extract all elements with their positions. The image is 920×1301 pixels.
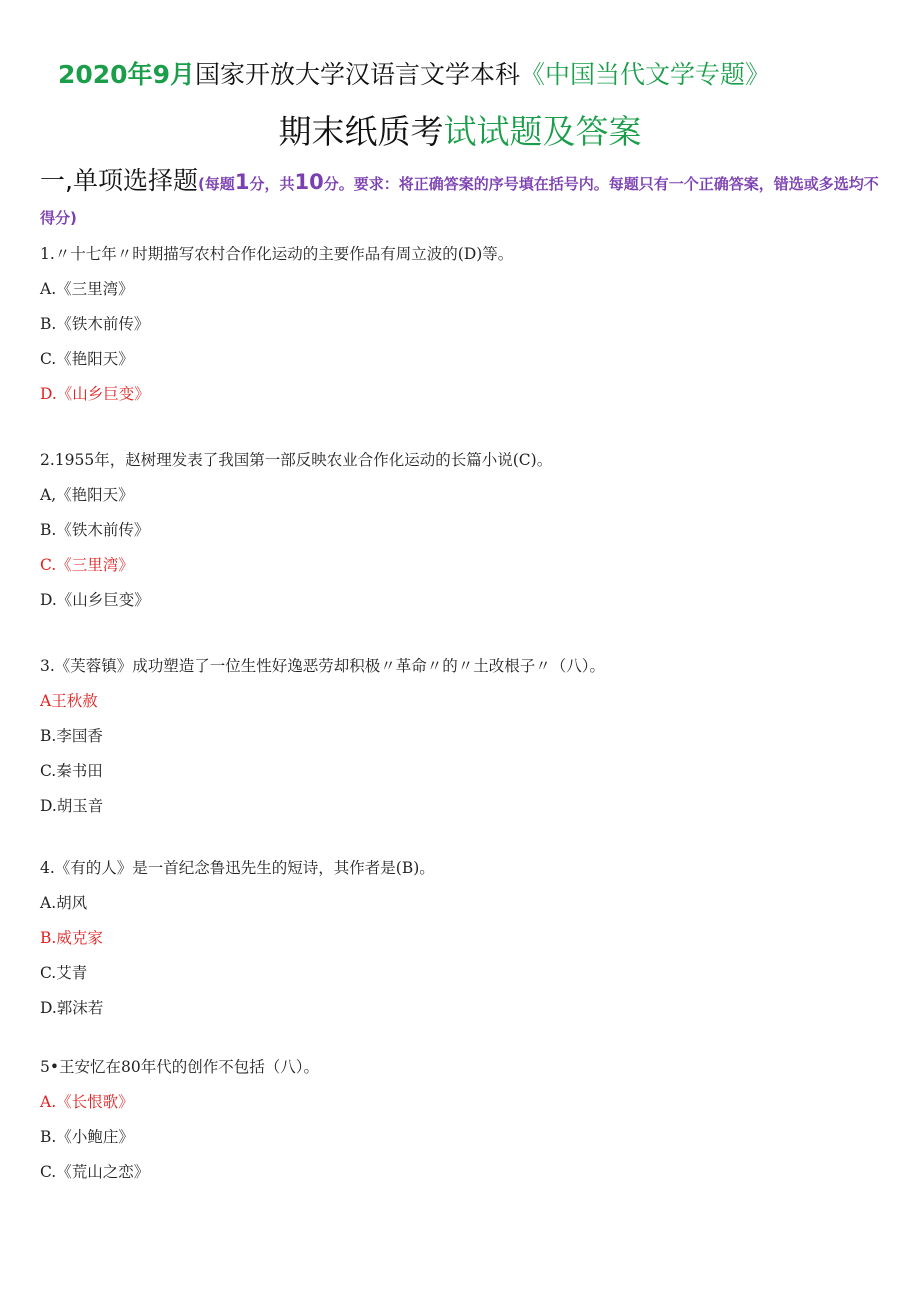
answer-option: C.艾青 — [40, 964, 88, 982]
question-stem: 5•王安忆在80年代的创作不包括（八）。 — [40, 1058, 319, 1076]
answer-option: B.李国香 — [40, 727, 103, 745]
document-title-line2 — [0, 110, 920, 154]
question-stem: 2.1955年，赵树理发表了我国第一部反映农业合作化运动的长篇小说(C)。 — [40, 451, 553, 469]
answer-option: D.胡玉音 — [40, 797, 104, 815]
answer-option: C.秦书田 — [40, 762, 103, 780]
title-year: 2020年9月 — [58, 60, 195, 89]
title-exam-type: 期末纸质考 — [278, 112, 444, 151]
title-course: 《中国当代文学专题》 — [520, 60, 771, 89]
question-stem: 1.〃十七年〃时期描写农村合作化运动的主要作品有周立波的(D)等。 — [40, 245, 514, 263]
answer-option: D.《山乡巨变》 — [40, 385, 150, 403]
answer-option: A.《三里湾》 — [40, 280, 134, 298]
question-stem: 4.《有的人》是一首纪念鲁迅先生的短诗，其作者是(B)。 — [40, 859, 435, 877]
answer-option: B.《铁木前传》 — [40, 521, 150, 539]
answer-option: C.《荒山之恋》 — [40, 1163, 150, 1181]
answer-option: A.《长恨歌》 — [40, 1093, 134, 1111]
question-2 — [40, 449, 900, 611]
answer-option: A王秋赦 — [40, 692, 98, 710]
answer-option: D.《山乡巨变》 — [40, 591, 150, 609]
answer-option: B.《铁木前传》 — [40, 315, 150, 333]
section-heading: 一,单项选择题 — [40, 166, 198, 195]
title-institution: 国家开放大学汉语言文学本科 — [194, 60, 520, 89]
answer-option: B.《小鲍庄》 — [40, 1128, 134, 1146]
question-3 — [40, 655, 900, 817]
answer-option: C.《三里湾》 — [40, 556, 134, 574]
question-stem: 3.《芙蓉镇》成功塑造了一位生性好逸恶劳却积极〃革命〃的〃土改根子〃（八）。 — [40, 657, 606, 675]
question-1 — [40, 243, 900, 405]
answer-option: B.威克家 — [40, 929, 103, 947]
answer-option: D.郭沫若 — [40, 999, 104, 1017]
title-exam-answers: 试试题及答案 — [443, 112, 642, 151]
answer-option: A.胡风 — [40, 894, 88, 912]
question-4 — [40, 857, 900, 1019]
answer-option: A,《艳阳天》 — [40, 486, 134, 504]
question-5 — [40, 1056, 900, 1183]
section-instructions: (每题1分，共10分。要求：将正确答案的序号填在括号内。每题只有一个正确答案，错选或多选均不得分) — [40, 170, 879, 227]
document-title-line1 — [58, 58, 878, 92]
section-header — [40, 164, 880, 235]
answer-option: C.《艳阳天》 — [40, 350, 134, 368]
